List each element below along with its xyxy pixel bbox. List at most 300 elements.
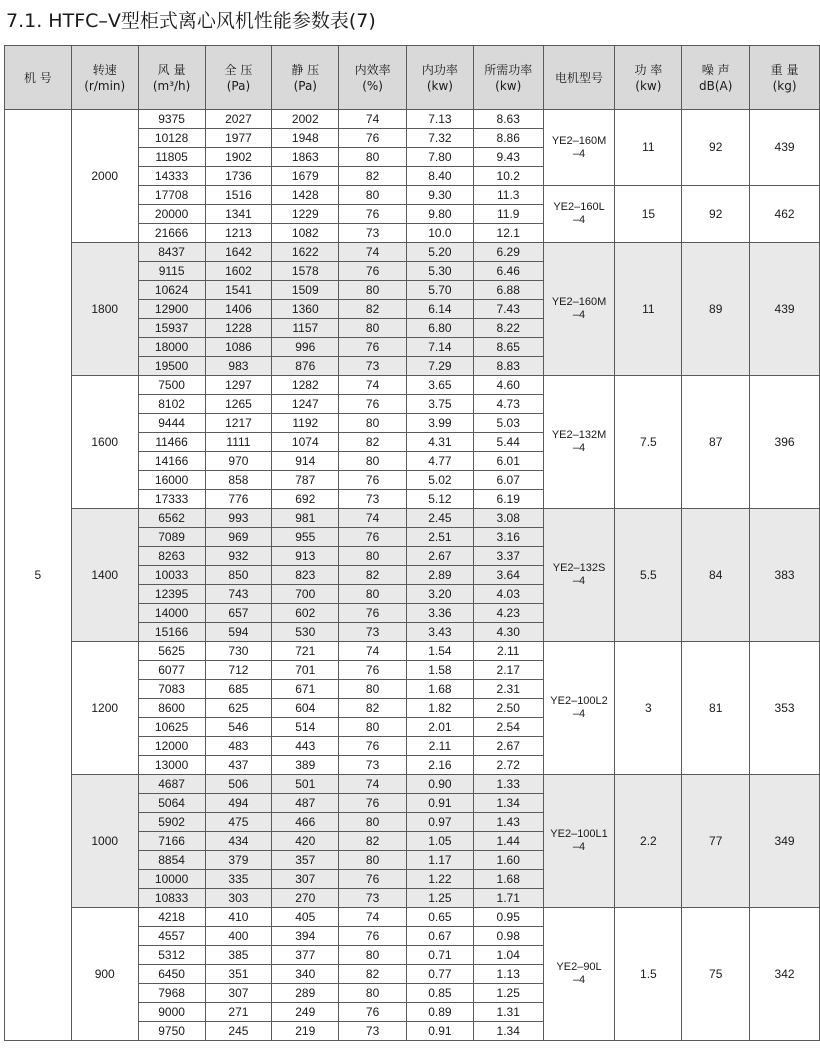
internal-efficiency-cell: 73	[339, 490, 407, 509]
airflow-cell: 4218	[138, 908, 205, 927]
motor-model-line: –4	[572, 708, 586, 720]
airflow-cell: 5902	[138, 813, 205, 832]
airflow-cell: 8437	[138, 243, 205, 262]
speed-cell: 1600	[71, 376, 138, 509]
machine-no-cell: 5	[5, 110, 72, 1041]
airflow-cell: 9115	[138, 262, 205, 281]
static-pressure-cell: 1509	[272, 281, 339, 300]
noise-cell: 87	[682, 376, 750, 509]
static-pressure-cell: 2002	[272, 110, 339, 129]
required-power-cell: 4.30	[473, 623, 543, 642]
total-pressure-cell: 434	[205, 832, 272, 851]
static-pressure-cell: 692	[272, 490, 339, 509]
header-line: (kw)	[495, 78, 522, 93]
required-power-cell: 8.22	[473, 319, 543, 338]
total-pressure-cell: 1642	[205, 243, 272, 262]
internal-power-cell: 4.31	[406, 433, 473, 452]
internal-efficiency-cell: 82	[339, 832, 407, 851]
required-power-cell: 1.43	[473, 813, 543, 832]
internal-efficiency-cell: 80	[339, 585, 407, 604]
weight-cell: 462	[750, 186, 820, 243]
total-pressure-cell: 970	[205, 452, 272, 471]
static-pressure-cell: 289	[272, 984, 339, 1003]
noise-cell: 84	[682, 509, 750, 642]
total-pressure-cell: 776	[205, 490, 272, 509]
required-power-cell: 6.07	[473, 471, 543, 490]
total-pressure-cell: 307	[205, 984, 272, 1003]
static-pressure-cell: 487	[272, 794, 339, 813]
airflow-cell: 11805	[138, 148, 205, 167]
internal-power-cell: 4.77	[406, 452, 473, 471]
airflow-cell: 7968	[138, 984, 205, 1003]
airflow-cell: 7089	[138, 528, 205, 547]
required-power-cell: 4.73	[473, 395, 543, 414]
internal-power-cell: 0.89	[406, 1003, 473, 1022]
header-line: 内功率	[421, 62, 458, 77]
total-pressure-cell: 685	[205, 680, 272, 699]
required-power-cell: 2.11	[473, 642, 543, 661]
static-pressure-cell: 307	[272, 870, 339, 889]
static-pressure-cell: 219	[272, 1022, 339, 1041]
required-power-cell: 1.25	[473, 984, 543, 1003]
internal-efficiency-cell: 82	[339, 433, 407, 452]
static-pressure-cell: 514	[272, 718, 339, 737]
airflow-cell: 6450	[138, 965, 205, 984]
required-power-cell: 1.44	[473, 832, 543, 851]
performance-table	[4, 45, 820, 1041]
airflow-cell: 17708	[138, 186, 205, 205]
internal-power-cell: 0.65	[406, 908, 473, 927]
static-pressure-cell: 1622	[272, 243, 339, 262]
motor-power-cell: 11	[615, 110, 682, 186]
header-total-pressure	[205, 46, 272, 110]
total-pressure-cell: 546	[205, 718, 272, 737]
header-internal-efficiency	[339, 46, 407, 110]
total-pressure-cell: 271	[205, 1003, 272, 1022]
weight-cell: 383	[750, 509, 820, 642]
required-power-cell: 1.31	[473, 1003, 543, 1022]
internal-power-cell: 2.51	[406, 528, 473, 547]
internal-efficiency-cell: 76	[339, 262, 407, 281]
static-pressure-cell: 1192	[272, 414, 339, 433]
static-pressure-cell: 1082	[272, 224, 339, 243]
internal-power-cell: 0.90	[406, 775, 473, 794]
static-pressure-cell: 823	[272, 566, 339, 585]
static-pressure-cell: 996	[272, 338, 339, 357]
internal-efficiency-cell: 80	[339, 984, 407, 1003]
internal-efficiency-cell: 80	[339, 680, 407, 699]
table-row	[5, 376, 820, 395]
motor-model-line: –4	[572, 309, 586, 321]
total-pressure-cell: 351	[205, 965, 272, 984]
internal-power-cell: 10.0	[406, 224, 473, 243]
airflow-cell: 9375	[138, 110, 205, 129]
header-internal-power	[406, 46, 473, 110]
motor-model-line: YE2–160M	[551, 296, 607, 308]
static-pressure-cell: 501	[272, 775, 339, 794]
total-pressure-cell: 983	[205, 357, 272, 376]
required-power-cell: 0.95	[473, 908, 543, 927]
table-header-row	[5, 46, 820, 110]
motor-model-cell	[543, 376, 615, 509]
weight-cell: 439	[750, 243, 820, 376]
airflow-cell: 15166	[138, 623, 205, 642]
header-line: 全 压	[224, 62, 253, 77]
airflow-cell: 4557	[138, 927, 205, 946]
internal-power-cell: 6.14	[406, 300, 473, 319]
required-power-cell: 4.60	[473, 376, 543, 395]
required-power-cell: 3.08	[473, 509, 543, 528]
required-power-cell: 2.31	[473, 680, 543, 699]
noise-cell: 75	[682, 908, 750, 1041]
airflow-cell: 18000	[138, 338, 205, 357]
required-power-cell: 3.16	[473, 528, 543, 547]
total-pressure-cell: 1602	[205, 262, 272, 281]
airflow-cell: 8263	[138, 547, 205, 566]
internal-power-cell: 7.29	[406, 357, 473, 376]
internal-efficiency-cell: 76	[339, 794, 407, 813]
static-pressure-cell: 876	[272, 357, 339, 376]
static-pressure-cell: 340	[272, 965, 339, 984]
weight-cell: 439	[750, 110, 820, 186]
internal-power-cell: 6.80	[406, 319, 473, 338]
airflow-cell: 14333	[138, 167, 205, 186]
internal-efficiency-cell: 76	[339, 604, 407, 623]
internal-efficiency-cell: 80	[339, 452, 407, 471]
total-pressure-cell: 1086	[205, 338, 272, 357]
weight-cell: 353	[750, 642, 820, 775]
motor-power-cell: 1.5	[615, 908, 682, 1041]
table-row	[5, 110, 820, 129]
airflow-cell: 6077	[138, 661, 205, 680]
speed-cell: 2000	[71, 110, 138, 243]
internal-efficiency-cell: 73	[339, 357, 407, 376]
speed-cell: 1400	[71, 509, 138, 642]
static-pressure-cell: 1948	[272, 129, 339, 148]
required-power-cell: 1.34	[473, 1022, 543, 1041]
total-pressure-cell: 850	[205, 566, 272, 585]
total-pressure-cell: 437	[205, 756, 272, 775]
internal-efficiency-cell: 80	[339, 414, 407, 433]
required-power-cell: 5.44	[473, 433, 543, 452]
internal-efficiency-cell: 76	[339, 661, 407, 680]
internal-power-cell: 2.67	[406, 547, 473, 566]
internal-efficiency-cell: 80	[339, 946, 407, 965]
internal-power-cell: 2.01	[406, 718, 473, 737]
airflow-cell: 10033	[138, 566, 205, 585]
required-power-cell: 3.37	[473, 547, 543, 566]
internal-power-cell: 2.89	[406, 566, 473, 585]
header-line: 噪 声	[701, 62, 730, 77]
internal-efficiency-cell: 80	[339, 851, 407, 870]
total-pressure-cell: 379	[205, 851, 272, 870]
static-pressure-cell: 249	[272, 1003, 339, 1022]
static-pressure-cell: 1247	[272, 395, 339, 414]
airflow-cell: 7083	[138, 680, 205, 699]
internal-power-cell: 3.99	[406, 414, 473, 433]
internal-power-cell: 0.97	[406, 813, 473, 832]
internal-power-cell: 2.16	[406, 756, 473, 775]
static-pressure-cell: 530	[272, 623, 339, 642]
required-power-cell: 5.03	[473, 414, 543, 433]
total-pressure-cell: 494	[205, 794, 272, 813]
total-pressure-cell: 657	[205, 604, 272, 623]
static-pressure-cell: 389	[272, 756, 339, 775]
header-line: (r/min)	[84, 78, 126, 93]
internal-efficiency-cell: 82	[339, 300, 407, 319]
motor-power-cell: 2.2	[615, 775, 682, 908]
internal-efficiency-cell: 74	[339, 642, 407, 661]
noise-cell: 89	[682, 243, 750, 376]
internal-power-cell: 7.13	[406, 110, 473, 129]
airflow-cell: 19500	[138, 357, 205, 376]
static-pressure-cell: 914	[272, 452, 339, 471]
total-pressure-cell: 1217	[205, 414, 272, 433]
airflow-cell: 21666	[138, 224, 205, 243]
static-pressure-cell: 604	[272, 699, 339, 718]
airflow-cell: 9000	[138, 1003, 205, 1022]
airflow-cell: 14000	[138, 604, 205, 623]
internal-efficiency-cell: 76	[339, 1003, 407, 1022]
required-power-cell: 3.64	[473, 566, 543, 585]
motor-model-cell	[543, 509, 615, 642]
airflow-cell: 5312	[138, 946, 205, 965]
total-pressure-cell: 1265	[205, 395, 272, 414]
motor-model-line: YE2–90L	[556, 961, 602, 973]
airflow-cell: 12395	[138, 585, 205, 604]
required-power-cell: 6.46	[473, 262, 543, 281]
airflow-cell: 5064	[138, 794, 205, 813]
static-pressure-cell: 671	[272, 680, 339, 699]
airflow-cell: 20000	[138, 205, 205, 224]
required-power-cell: 8.83	[473, 357, 543, 376]
total-pressure-cell: 245	[205, 1022, 272, 1041]
internal-efficiency-cell: 73	[339, 1022, 407, 1041]
airflow-cell: 17333	[138, 490, 205, 509]
internal-power-cell: 5.12	[406, 490, 473, 509]
header-line: 内效率	[354, 62, 391, 77]
required-power-cell: 1.68	[473, 870, 543, 889]
airflow-cell: 10128	[138, 129, 205, 148]
required-power-cell: 8.86	[473, 129, 543, 148]
table-row	[5, 642, 820, 661]
header-line: (kw)	[635, 78, 662, 93]
required-power-cell: 8.63	[473, 110, 543, 129]
internal-power-cell: 5.70	[406, 281, 473, 300]
total-pressure-cell: 506	[205, 775, 272, 794]
speed-cell: 1200	[71, 642, 138, 775]
required-power-cell: 12.1	[473, 224, 543, 243]
static-pressure-cell: 377	[272, 946, 339, 965]
internal-efficiency-cell: 74	[339, 908, 407, 927]
static-pressure-cell: 913	[272, 547, 339, 566]
required-power-cell: 1.04	[473, 946, 543, 965]
internal-efficiency-cell: 74	[339, 509, 407, 528]
static-pressure-cell: 1229	[272, 205, 339, 224]
header-required-power	[473, 46, 543, 110]
required-power-cell: 1.71	[473, 889, 543, 908]
static-pressure-cell: 394	[272, 927, 339, 946]
weight-cell: 349	[750, 775, 820, 908]
header-line: 电机型号	[555, 70, 604, 85]
header-line: (Pa)	[226, 78, 251, 93]
total-pressure-cell: 743	[205, 585, 272, 604]
internal-efficiency-cell: 76	[339, 870, 407, 889]
header-line: (m³/h)	[152, 78, 191, 93]
required-power-cell: 1.34	[473, 794, 543, 813]
motor-power-cell: 7.5	[615, 376, 682, 509]
internal-efficiency-cell: 80	[339, 813, 407, 832]
noise-cell: 92	[682, 110, 750, 186]
total-pressure-cell: 335	[205, 870, 272, 889]
required-power-cell: 0.98	[473, 927, 543, 946]
motor-model-cell	[543, 243, 615, 376]
airflow-cell: 12000	[138, 737, 205, 756]
internal-efficiency-cell: 76	[339, 205, 407, 224]
airflow-cell: 14166	[138, 452, 205, 471]
required-power-cell: 1.13	[473, 965, 543, 984]
total-pressure-cell: 475	[205, 813, 272, 832]
internal-efficiency-cell: 82	[339, 965, 407, 984]
required-power-cell: 1.33	[473, 775, 543, 794]
noise-cell: 92	[682, 186, 750, 243]
total-pressure-cell: 969	[205, 528, 272, 547]
header-weight	[750, 46, 820, 110]
speed-cell: 900	[71, 908, 138, 1041]
required-power-cell: 2.72	[473, 756, 543, 775]
internal-power-cell: 0.85	[406, 984, 473, 1003]
static-pressure-cell: 270	[272, 889, 339, 908]
internal-power-cell: 9.30	[406, 186, 473, 205]
internal-power-cell: 7.14	[406, 338, 473, 357]
header-line: 转速	[92, 62, 117, 77]
motor-power-cell: 3	[615, 642, 682, 775]
total-pressure-cell: 993	[205, 509, 272, 528]
static-pressure-cell: 1282	[272, 376, 339, 395]
total-pressure-cell: 1977	[205, 129, 272, 148]
internal-efficiency-cell: 82	[339, 699, 407, 718]
required-power-cell: 2.67	[473, 737, 543, 756]
internal-power-cell: 3.65	[406, 376, 473, 395]
internal-efficiency-cell: 73	[339, 756, 407, 775]
internal-power-cell: 0.91	[406, 1022, 473, 1041]
internal-power-cell: 0.91	[406, 794, 473, 813]
required-power-cell: 2.54	[473, 718, 543, 737]
internal-power-cell: 0.71	[406, 946, 473, 965]
static-pressure-cell: 357	[272, 851, 339, 870]
required-power-cell: 11.3	[473, 186, 543, 205]
motor-model-line: –4	[572, 974, 586, 986]
internal-power-cell: 1.25	[406, 889, 473, 908]
header-speed	[71, 46, 138, 110]
static-pressure-cell: 405	[272, 908, 339, 927]
motor-model-line: YE2–100L2	[550, 695, 608, 707]
total-pressure-cell: 303	[205, 889, 272, 908]
internal-power-cell: 1.22	[406, 870, 473, 889]
internal-power-cell: 3.43	[406, 623, 473, 642]
internal-power-cell: 0.67	[406, 927, 473, 946]
header-line: (kw)	[426, 78, 453, 93]
internal-power-cell: 7.32	[406, 129, 473, 148]
static-pressure-cell: 1157	[272, 319, 339, 338]
internal-efficiency-cell: 74	[339, 243, 407, 262]
airflow-cell: 10833	[138, 889, 205, 908]
motor-model-line: –4	[572, 841, 586, 853]
airflow-cell: 15937	[138, 319, 205, 338]
total-pressure-cell: 410	[205, 908, 272, 927]
internal-power-cell: 0.77	[406, 965, 473, 984]
airflow-cell: 4687	[138, 775, 205, 794]
required-power-cell: 4.03	[473, 585, 543, 604]
total-pressure-cell: 712	[205, 661, 272, 680]
header-line: 风 量	[157, 62, 186, 77]
internal-power-cell: 9.80	[406, 205, 473, 224]
static-pressure-cell: 466	[272, 813, 339, 832]
noise-cell: 77	[682, 775, 750, 908]
header-motor-power	[615, 46, 682, 110]
table-body	[5, 110, 820, 1041]
static-pressure-cell: 1074	[272, 433, 339, 452]
required-power-cell: 9.43	[473, 148, 543, 167]
motor-model-line: –4	[572, 575, 586, 587]
header-line: 静 压	[291, 62, 320, 77]
static-pressure-cell: 955	[272, 528, 339, 547]
internal-power-cell: 7.80	[406, 148, 473, 167]
page-title: 7.1. HTFC–V型柜式离心风机性能参数表(7)	[6, 10, 376, 32]
motor-model-cell	[543, 775, 615, 908]
internal-efficiency-cell: 76	[339, 395, 407, 414]
speed-cell: 1000	[71, 775, 138, 908]
motor-model-line: –4	[572, 442, 586, 454]
header-line: 重 量	[770, 62, 799, 77]
internal-efficiency-cell: 80	[339, 186, 407, 205]
airflow-cell: 8854	[138, 851, 205, 870]
header-line: 机 号	[23, 70, 52, 85]
noise-cell: 81	[682, 642, 750, 775]
total-pressure-cell: 1516	[205, 186, 272, 205]
total-pressure-cell: 385	[205, 946, 272, 965]
airflow-cell: 16000	[138, 471, 205, 490]
internal-efficiency-cell: 82	[339, 566, 407, 585]
header-line: (Pa)	[293, 78, 317, 93]
required-power-cell: 6.88	[473, 281, 543, 300]
airflow-cell: 12900	[138, 300, 205, 319]
motor-model-cell	[543, 642, 615, 775]
total-pressure-cell: 625	[205, 699, 272, 718]
internal-power-cell: 1.17	[406, 851, 473, 870]
internal-power-cell: 5.30	[406, 262, 473, 281]
total-pressure-cell: 1736	[205, 167, 272, 186]
motor-power-cell: 11	[615, 243, 682, 376]
total-pressure-cell: 1297	[205, 376, 272, 395]
weight-cell: 342	[750, 908, 820, 1041]
total-pressure-cell: 2027	[205, 110, 272, 129]
airflow-cell: 6562	[138, 509, 205, 528]
required-power-cell: 6.19	[473, 490, 543, 509]
header-line: 所需功率	[484, 62, 533, 77]
total-pressure-cell: 594	[205, 623, 272, 642]
required-power-cell: 2.17	[473, 661, 543, 680]
motor-model-line: YE2–100L1	[550, 828, 608, 840]
internal-efficiency-cell: 73	[339, 889, 407, 908]
header-line: 功 率	[634, 62, 663, 77]
motor-model-line: YE2–160M	[551, 134, 607, 147]
internal-efficiency-cell: 80	[339, 148, 407, 167]
required-power-cell: 8.65	[473, 338, 543, 357]
internal-efficiency-cell: 73	[339, 623, 407, 642]
required-power-cell: 6.29	[473, 243, 543, 262]
airflow-cell: 5625	[138, 642, 205, 661]
